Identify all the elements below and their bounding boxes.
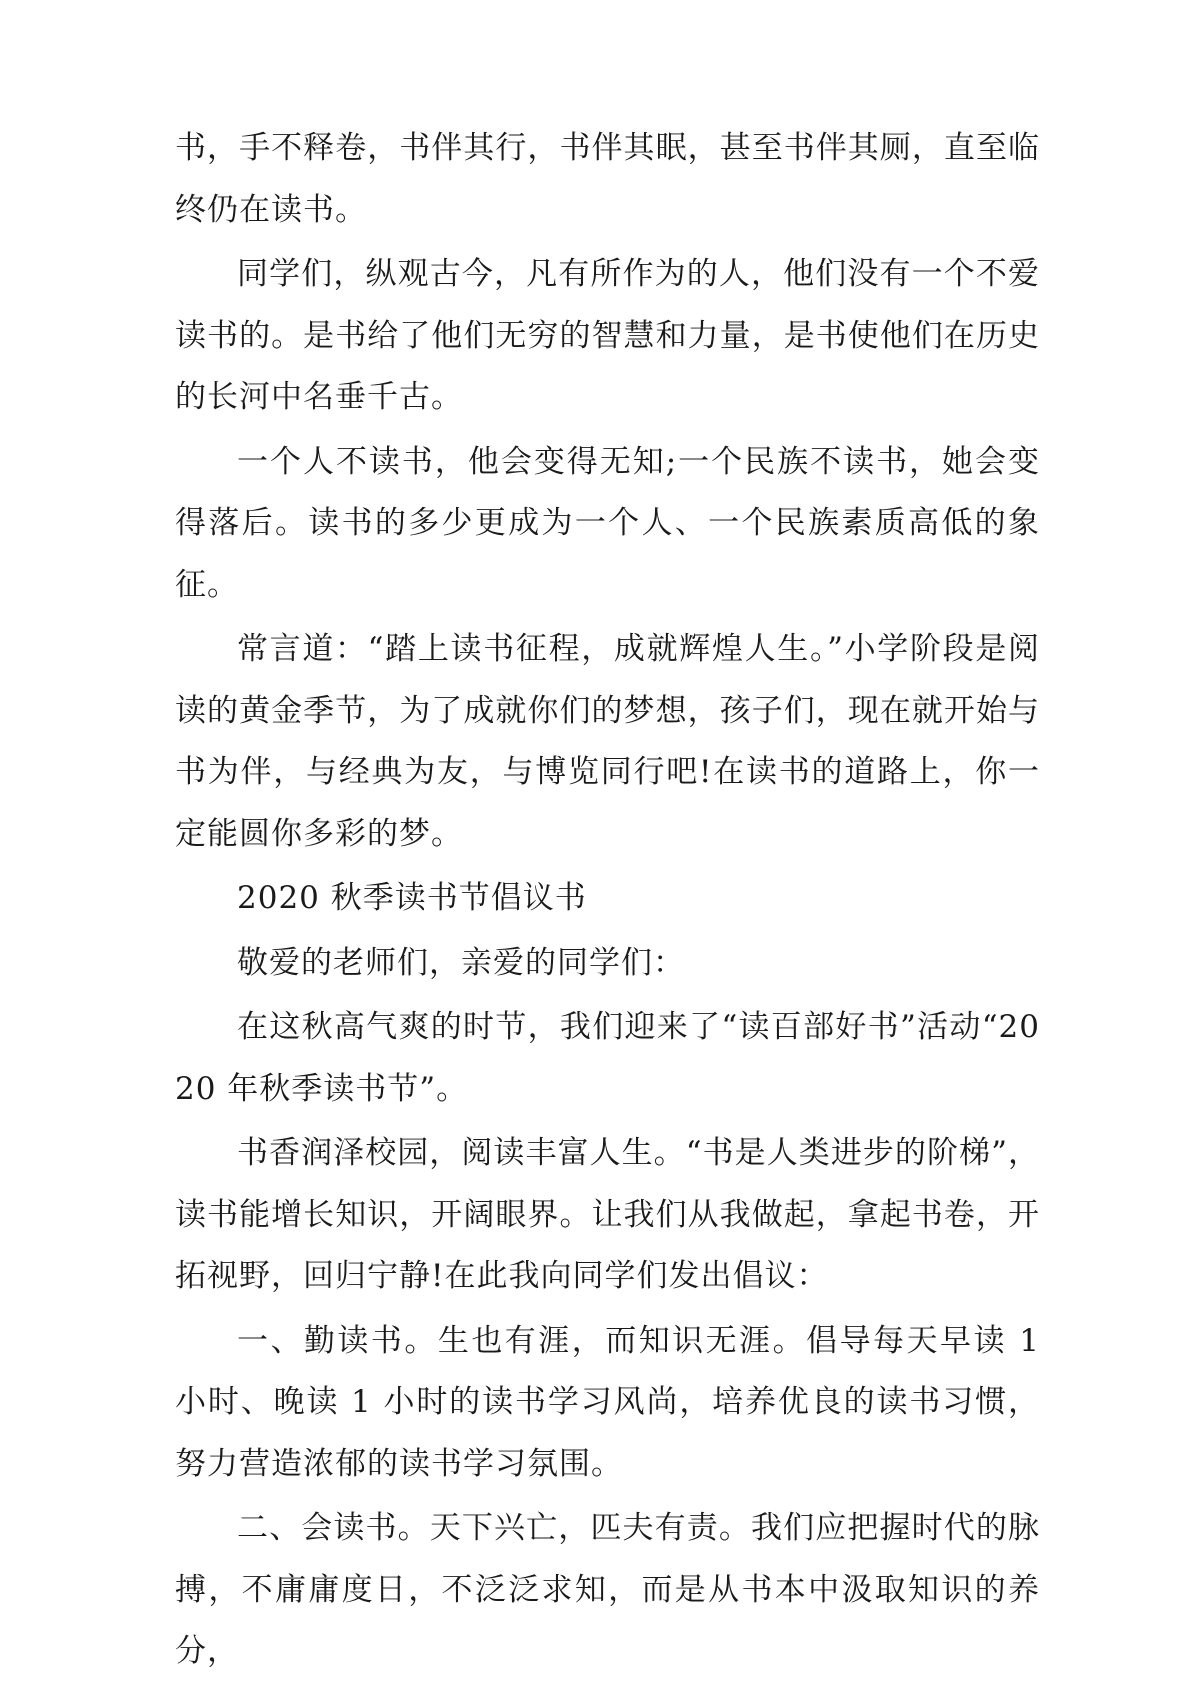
paragraph-proposal-smart-reading: 二、会读书。天下兴亡，匹夫有责。我们应把握时代的脉搏，不庸庸度日，不泛泛求知，而是从书本中汲取知识的养分， xyxy=(175,1510,1040,1669)
proposal-title: 2020 秋季读书节倡议书 xyxy=(237,880,587,916)
document-body xyxy=(175,118,1040,1686)
paragraph-reading-festival-intro: 在这秋高气爽的时节，我们迎来了“读百部好书”活动“2020 年秋季读书节”。 xyxy=(175,1009,1040,1107)
paragraph-reading-until-death: 书，手不释卷，书伴其行，书伴其眠，甚至书伴其厕，直至临终仍在读书。 xyxy=(175,130,1040,228)
paragraph-reading-journey: 常言道：“踏上读书征程，成就辉煌人生。”小学阶段是阅读的黄金季节，为了成就你们的梦想，孩子们，现在就开始与书为伴，与经典为友，与博览同行吧!在读书的道路上，你一定能圆你多彩的梦。 xyxy=(175,631,1040,852)
salutation: 敬爱的老师们，亲爱的同学们： xyxy=(237,944,685,981)
paragraph-nation-reading: 一个人不读书，他会变得无知;一个民族不读书，她会变得落后。读书的多少更成为一个人、一个民族素质高低的象征。 xyxy=(175,443,1040,603)
paragraph-book-fragrance-campus: 书香润泽校园，阅读丰富人生。“书是人类进步的阶梯”，读书能增长知识，开阔眼界。让我们从我做起，拿起书卷，开拓视野，回归宁静!在此我向同学们发出倡议： xyxy=(175,1135,1040,1294)
paragraph-great-people-love-reading: 同学们，纵观古今，凡有所作为的人，他们没有一个不爱读书的。是书给了他们无穷的智慧和力量，是书使他们在历史的长河中名垂千古。 xyxy=(175,256,1040,415)
paragraph-proposal-diligent-reading: 一、勤读书。生也有涯，而知识无涯。倡导每天早读 1 小时、晚读 1 小时的读书学习风尚，培养优良的读书习惯，努力营造浓郁的读书学习氛围。 xyxy=(175,1322,1040,1482)
